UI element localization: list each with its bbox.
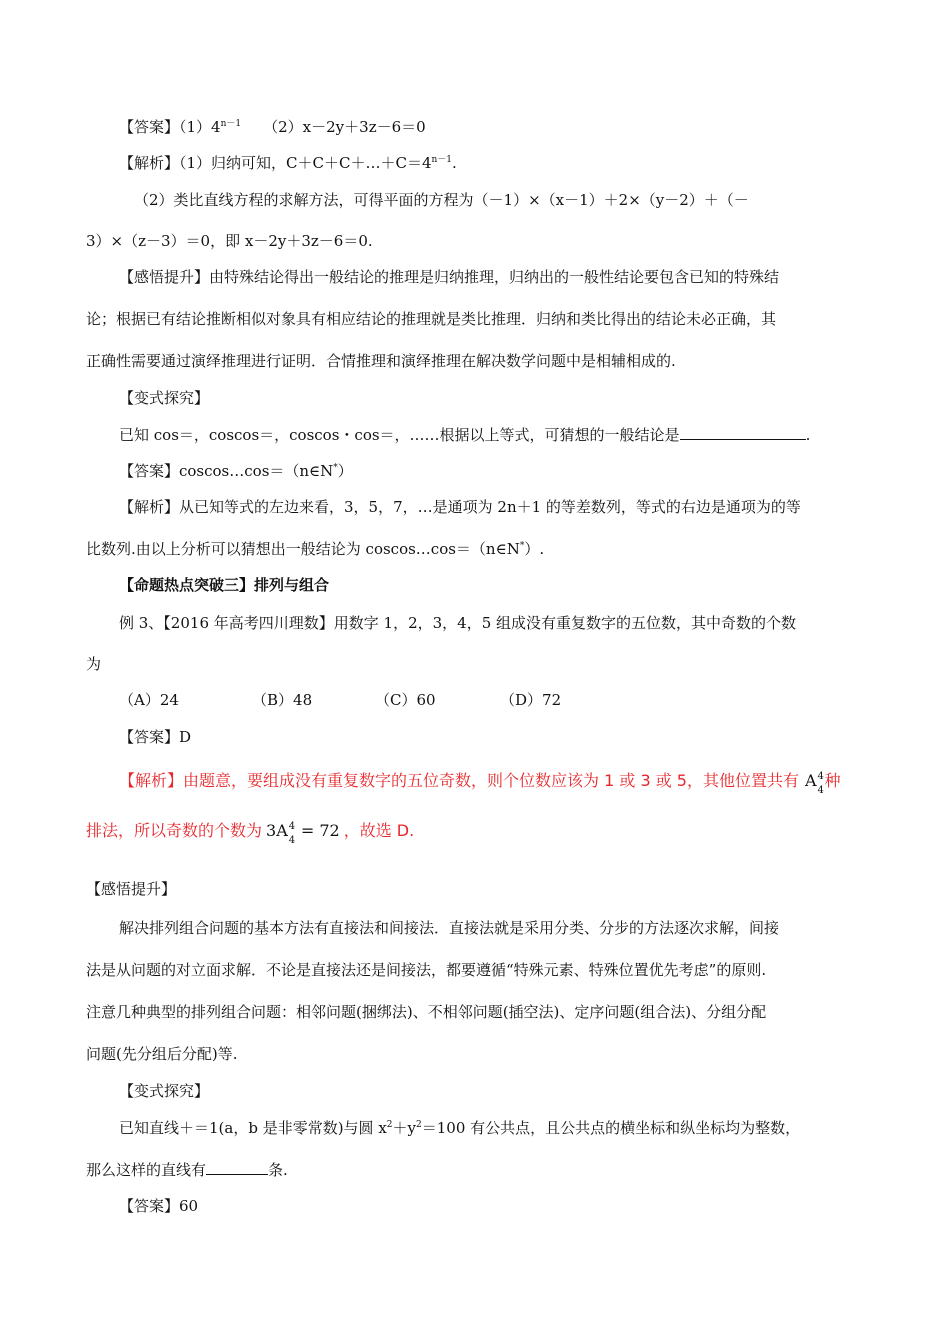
variant-heading-1: 【变式探究】 bbox=[119, 389, 210, 407]
answer-part-1: （1）4 bbox=[179, 118, 221, 136]
insight2-line-4: 问题(先分组后分配)等. bbox=[86, 1045, 238, 1063]
variant2-square-1: 2 bbox=[386, 1120, 393, 1130]
answer-line-4: 【答案】60 bbox=[119, 1197, 199, 1215]
formula-rhs: = 72 bbox=[295, 821, 340, 840]
variant2-text-e: 条. bbox=[268, 1161, 288, 1179]
analysis-line-5-end: ）. bbox=[524, 540, 545, 558]
option-a: （A）24 bbox=[119, 691, 179, 709]
answer-blank bbox=[680, 425, 806, 440]
answer-line-3: 【答案】D bbox=[119, 728, 192, 746]
permutation-symbol bbox=[804, 770, 825, 796]
insight-heading-2: 【感悟提升】 bbox=[86, 880, 177, 898]
answer-tag: 【答案】 bbox=[119, 118, 180, 136]
example-line-2: 为 bbox=[86, 655, 102, 673]
analysis-line-5 bbox=[86, 538, 544, 560]
option-b: （B）48 bbox=[252, 691, 313, 709]
answer-blank-2 bbox=[206, 1160, 268, 1175]
variant-heading-2: 【变式探究】 bbox=[119, 1082, 210, 1100]
insight-line-3: 正确性需要通过演绎推理进行证明．合情推理和演绎推理在解决数学问题中是相辅相成的. bbox=[86, 352, 676, 370]
example-line-1: 例 3、【2016 年高考四川理数】用数字 1，2，3，4，5 组成没有重复数字的五位数，其中奇数的个数 bbox=[119, 614, 797, 632]
analysis-line-2: （2）类比直线方程的求解方法，可得平面的方程为（－1）×（x－1）＋2×（y－2）＋（－ bbox=[134, 191, 749, 209]
insight2-line-1: 解决排列组合问题的基本方法有直接法和间接法．直接法就是采用分类、分步的方法逐次求解，间接 bbox=[119, 919, 780, 937]
section-heading: 【命题热点突破三】排列与组合 bbox=[119, 576, 330, 594]
insight2-line-3: 注意几种典型的排列组合问题：相邻问题(捆绑法)、不相邻问题(插空法)、定序问题(组合法)、分组分配 bbox=[86, 1003, 767, 1021]
analysis-tag: 【解析】 bbox=[119, 154, 180, 172]
red-analysis-text-1: 【解析】由题意，要组成没有重复数字的五位奇数，则个位数应该为 1 或 3 或 5，其他位置共有 bbox=[119, 771, 799, 790]
permutation-sup: 4 bbox=[817, 770, 824, 782]
variant2-square-2: 2 bbox=[416, 1120, 422, 1130]
answer-text-2: 【答案】coscos…cos＝（n∈N bbox=[119, 462, 334, 480]
permutation-a: A bbox=[804, 771, 817, 790]
variant-question-end: . bbox=[805, 426, 811, 444]
analysis-exponent: n－1 bbox=[431, 155, 453, 165]
option-c: （C）60 bbox=[375, 691, 436, 709]
analysis-line-5-text: 比数列.由以上分析可以猜想出一般结论为 coscos…cos＝（n∈N bbox=[86, 540, 520, 558]
red-analysis-line-1 bbox=[119, 770, 841, 796]
answer-part-1-exponent: n－1 bbox=[220, 119, 242, 129]
analysis-text: （1）归纳可知，C＋C＋C＋…＋C＝4 bbox=[179, 154, 432, 172]
insight-line-2: 论；根据已有结论推断相似对象具有相应结论的推理就是类比推理．归纳和类比得出的结论未必正确，其 bbox=[86, 310, 777, 328]
variant2-text-d: 那么这样的直线有 bbox=[86, 1161, 207, 1179]
variant2-text-a: 已知直线＋＝1(a，b 是非零常数)与圆 x bbox=[119, 1119, 387, 1137]
variant2-text-c: ＝100 有公共点，且公共点的横坐标和纵坐标均为整数， bbox=[421, 1119, 801, 1137]
formula-sub: 4 bbox=[288, 834, 296, 846]
red-analysis-text-2: 排法，所以奇数的个数为 bbox=[86, 821, 263, 840]
insight2-line-2: 法是从问题的对立面求解．不论是直接法还是间接法，都要遵循“特殊元素、特殊位置优先考虑”的原则. bbox=[86, 961, 767, 979]
variant2-text-b: ＋y bbox=[392, 1119, 417, 1137]
answer-end-2: ） bbox=[337, 462, 353, 480]
analysis-line-1 bbox=[119, 152, 457, 174]
answer-sup-2: * bbox=[333, 463, 338, 473]
analysis-line-3: 3）×（z－3）＝0，即 x－2y＋3z－6＝0. bbox=[86, 232, 373, 250]
answer-part-2: （2）x－2y＋3z－6＝0 bbox=[263, 118, 426, 136]
variant-question-2-line-2 bbox=[86, 1159, 288, 1181]
answer-line-2 bbox=[119, 460, 353, 482]
formula bbox=[266, 820, 340, 846]
option-d: （D）72 bbox=[500, 691, 562, 709]
analysis-end: . bbox=[452, 154, 457, 172]
formula-lhs: 3A bbox=[266, 821, 288, 840]
insight-line-1: 【感悟提升】由特殊结论得出一般结论的推理是归纳推理，归纳出的一般性结论要包含已知的特殊结 bbox=[119, 268, 780, 286]
red-analysis-end-2: ，故选 D. bbox=[343, 821, 415, 840]
red-analysis-end-1: 种 bbox=[824, 771, 841, 790]
answer-line-1 bbox=[119, 116, 426, 138]
permutation-sub: 4 bbox=[817, 784, 824, 796]
analysis-line-5-sup: * bbox=[519, 541, 525, 551]
variant-question-1 bbox=[119, 424, 810, 446]
variant-question-2-line-1 bbox=[119, 1117, 800, 1139]
formula-sup: 4 bbox=[288, 820, 296, 832]
analysis-line-4: 【解析】从已知等式的左边来看，3，5，7，…是通项为 2n＋1 的等差数列，等式的右边是通项为的等 bbox=[119, 498, 801, 516]
variant-question-text: 已知 cos＝，coscos＝，coscos・cos＝，……根据以上等式，可猜想的一般结论是 bbox=[119, 426, 680, 444]
red-analysis-line-2 bbox=[86, 820, 415, 846]
